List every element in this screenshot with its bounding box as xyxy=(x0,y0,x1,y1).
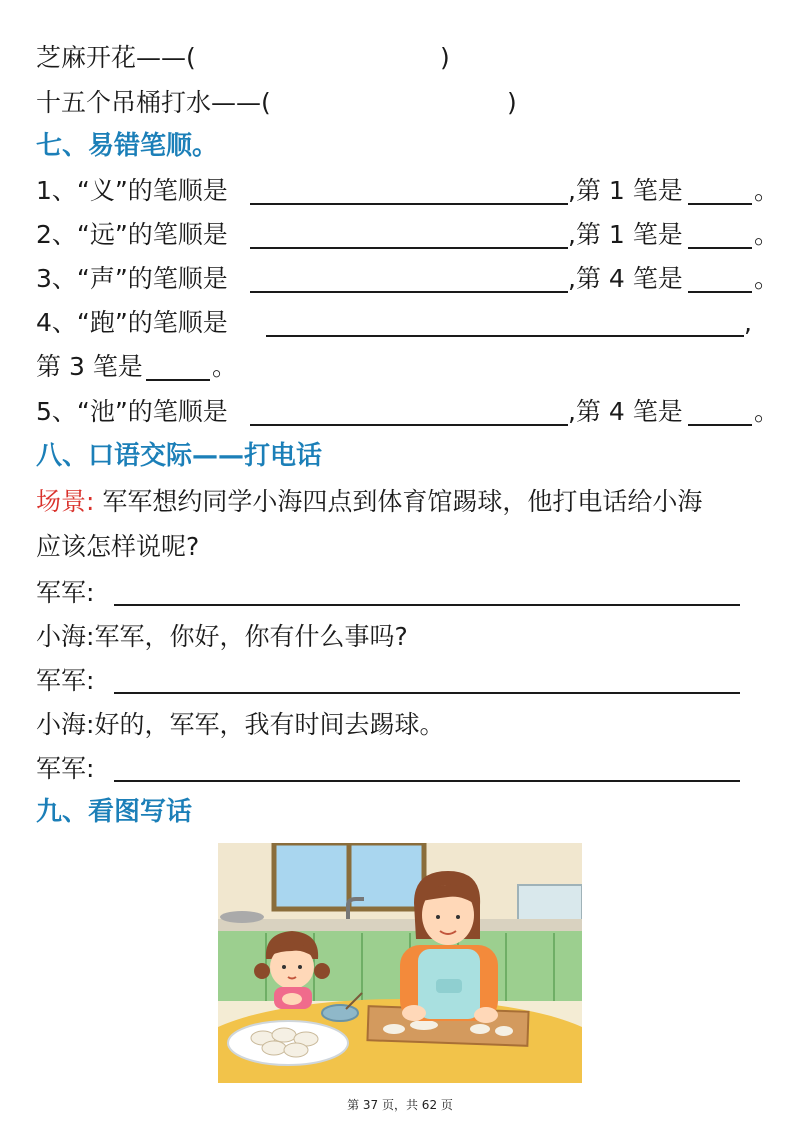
scene-label: 场景: xyxy=(36,487,95,516)
stroke-order-item-5-prefix: 5、“池”的笔顺是 xyxy=(36,397,228,426)
stroke-order-item-3-mid: ,第 4 笔是 xyxy=(568,264,683,293)
xiehouyu-text: 芝麻开花——( xyxy=(36,43,196,72)
dialogue-speaker: 军军: xyxy=(36,578,95,607)
period: 。 xyxy=(754,220,780,249)
stroke-order-item-3-prefix: 3、“声”的笔顺是 xyxy=(36,264,228,293)
dialogue-text: 军军，你好，你有什么事吗? xyxy=(94,622,408,651)
period: 。 xyxy=(754,264,780,293)
xiehouyu-text: 十五个吊桶打水——( xyxy=(36,88,271,117)
period: 。 xyxy=(754,176,780,205)
xiehouyu-line-2 xyxy=(36,88,271,118)
stroke-order-item-1-prefix: 1、“义”的笔顺是 xyxy=(36,176,228,205)
section-7-title: 七、易错笔顺。 xyxy=(36,131,219,161)
dialogue-speaker: 军军: xyxy=(36,754,95,783)
dialogue-line xyxy=(36,622,408,652)
stroke-order-item-2-mid: ,第 1 笔是 xyxy=(568,220,683,249)
first-stroke-blank[interactable] xyxy=(688,247,752,249)
fourth-stroke-blank[interactable] xyxy=(688,291,752,293)
stroke-order-item-4-prefix: 4、“跑”的笔顺是 xyxy=(36,308,228,337)
stroke-order-blank[interactable] xyxy=(266,335,744,337)
stroke-order-item-4-line2: 第 3 笔是 xyxy=(36,352,143,381)
stroke-order-blank[interactable] xyxy=(250,203,568,205)
page-footer: 第 37 页，共 62 页 xyxy=(347,1098,453,1112)
stroke-order-blank[interactable] xyxy=(250,424,568,426)
stroke-order-item-2-prefix: 2、“远”的笔顺是 xyxy=(36,220,228,249)
xiehouyu-close-paren: ) xyxy=(507,88,517,117)
section-8-title: 八、口语交际——打电话 xyxy=(36,441,323,471)
scene-line-1 xyxy=(36,487,702,517)
dialogue-answer-blank[interactable] xyxy=(114,692,740,694)
dialogue-answer-blank[interactable] xyxy=(114,604,740,606)
dialogue-speaker: 小海: xyxy=(36,710,95,739)
period: 。 xyxy=(212,352,238,381)
stroke-order-item-1-mid: ,第 1 笔是 xyxy=(568,176,683,205)
stroke-order-item-5-mid: ,第 4 笔是 xyxy=(568,397,683,426)
section-9-title: 九、看图写话 xyxy=(36,797,193,827)
dialogue-line xyxy=(36,710,444,740)
xiehouyu-line-1 xyxy=(36,43,196,73)
comma: , xyxy=(744,308,752,337)
stroke-order-blank[interactable] xyxy=(250,247,568,249)
third-stroke-blank[interactable] xyxy=(146,379,210,381)
scene-text: 军军想约同学小海四点到体育馆踢球，他打电话给小海 xyxy=(102,487,703,516)
xiehouyu-close-paren: ) xyxy=(440,43,450,72)
dialogue-speaker: 小海: xyxy=(36,622,95,651)
scene-line-2: 应该怎样说呢? xyxy=(36,532,200,561)
fourth-stroke-blank[interactable] xyxy=(688,424,752,426)
dialogue-speaker: 军军: xyxy=(36,666,95,695)
stroke-order-blank[interactable] xyxy=(250,291,568,293)
dialogue-answer-blank[interactable] xyxy=(114,780,740,782)
first-stroke-blank[interactable] xyxy=(688,203,752,205)
illustration-mother-daughter-dumplings xyxy=(218,843,582,1083)
period: 。 xyxy=(754,397,780,426)
dialogue-text: 好的，军军，我有时间去踢球。 xyxy=(94,710,445,739)
